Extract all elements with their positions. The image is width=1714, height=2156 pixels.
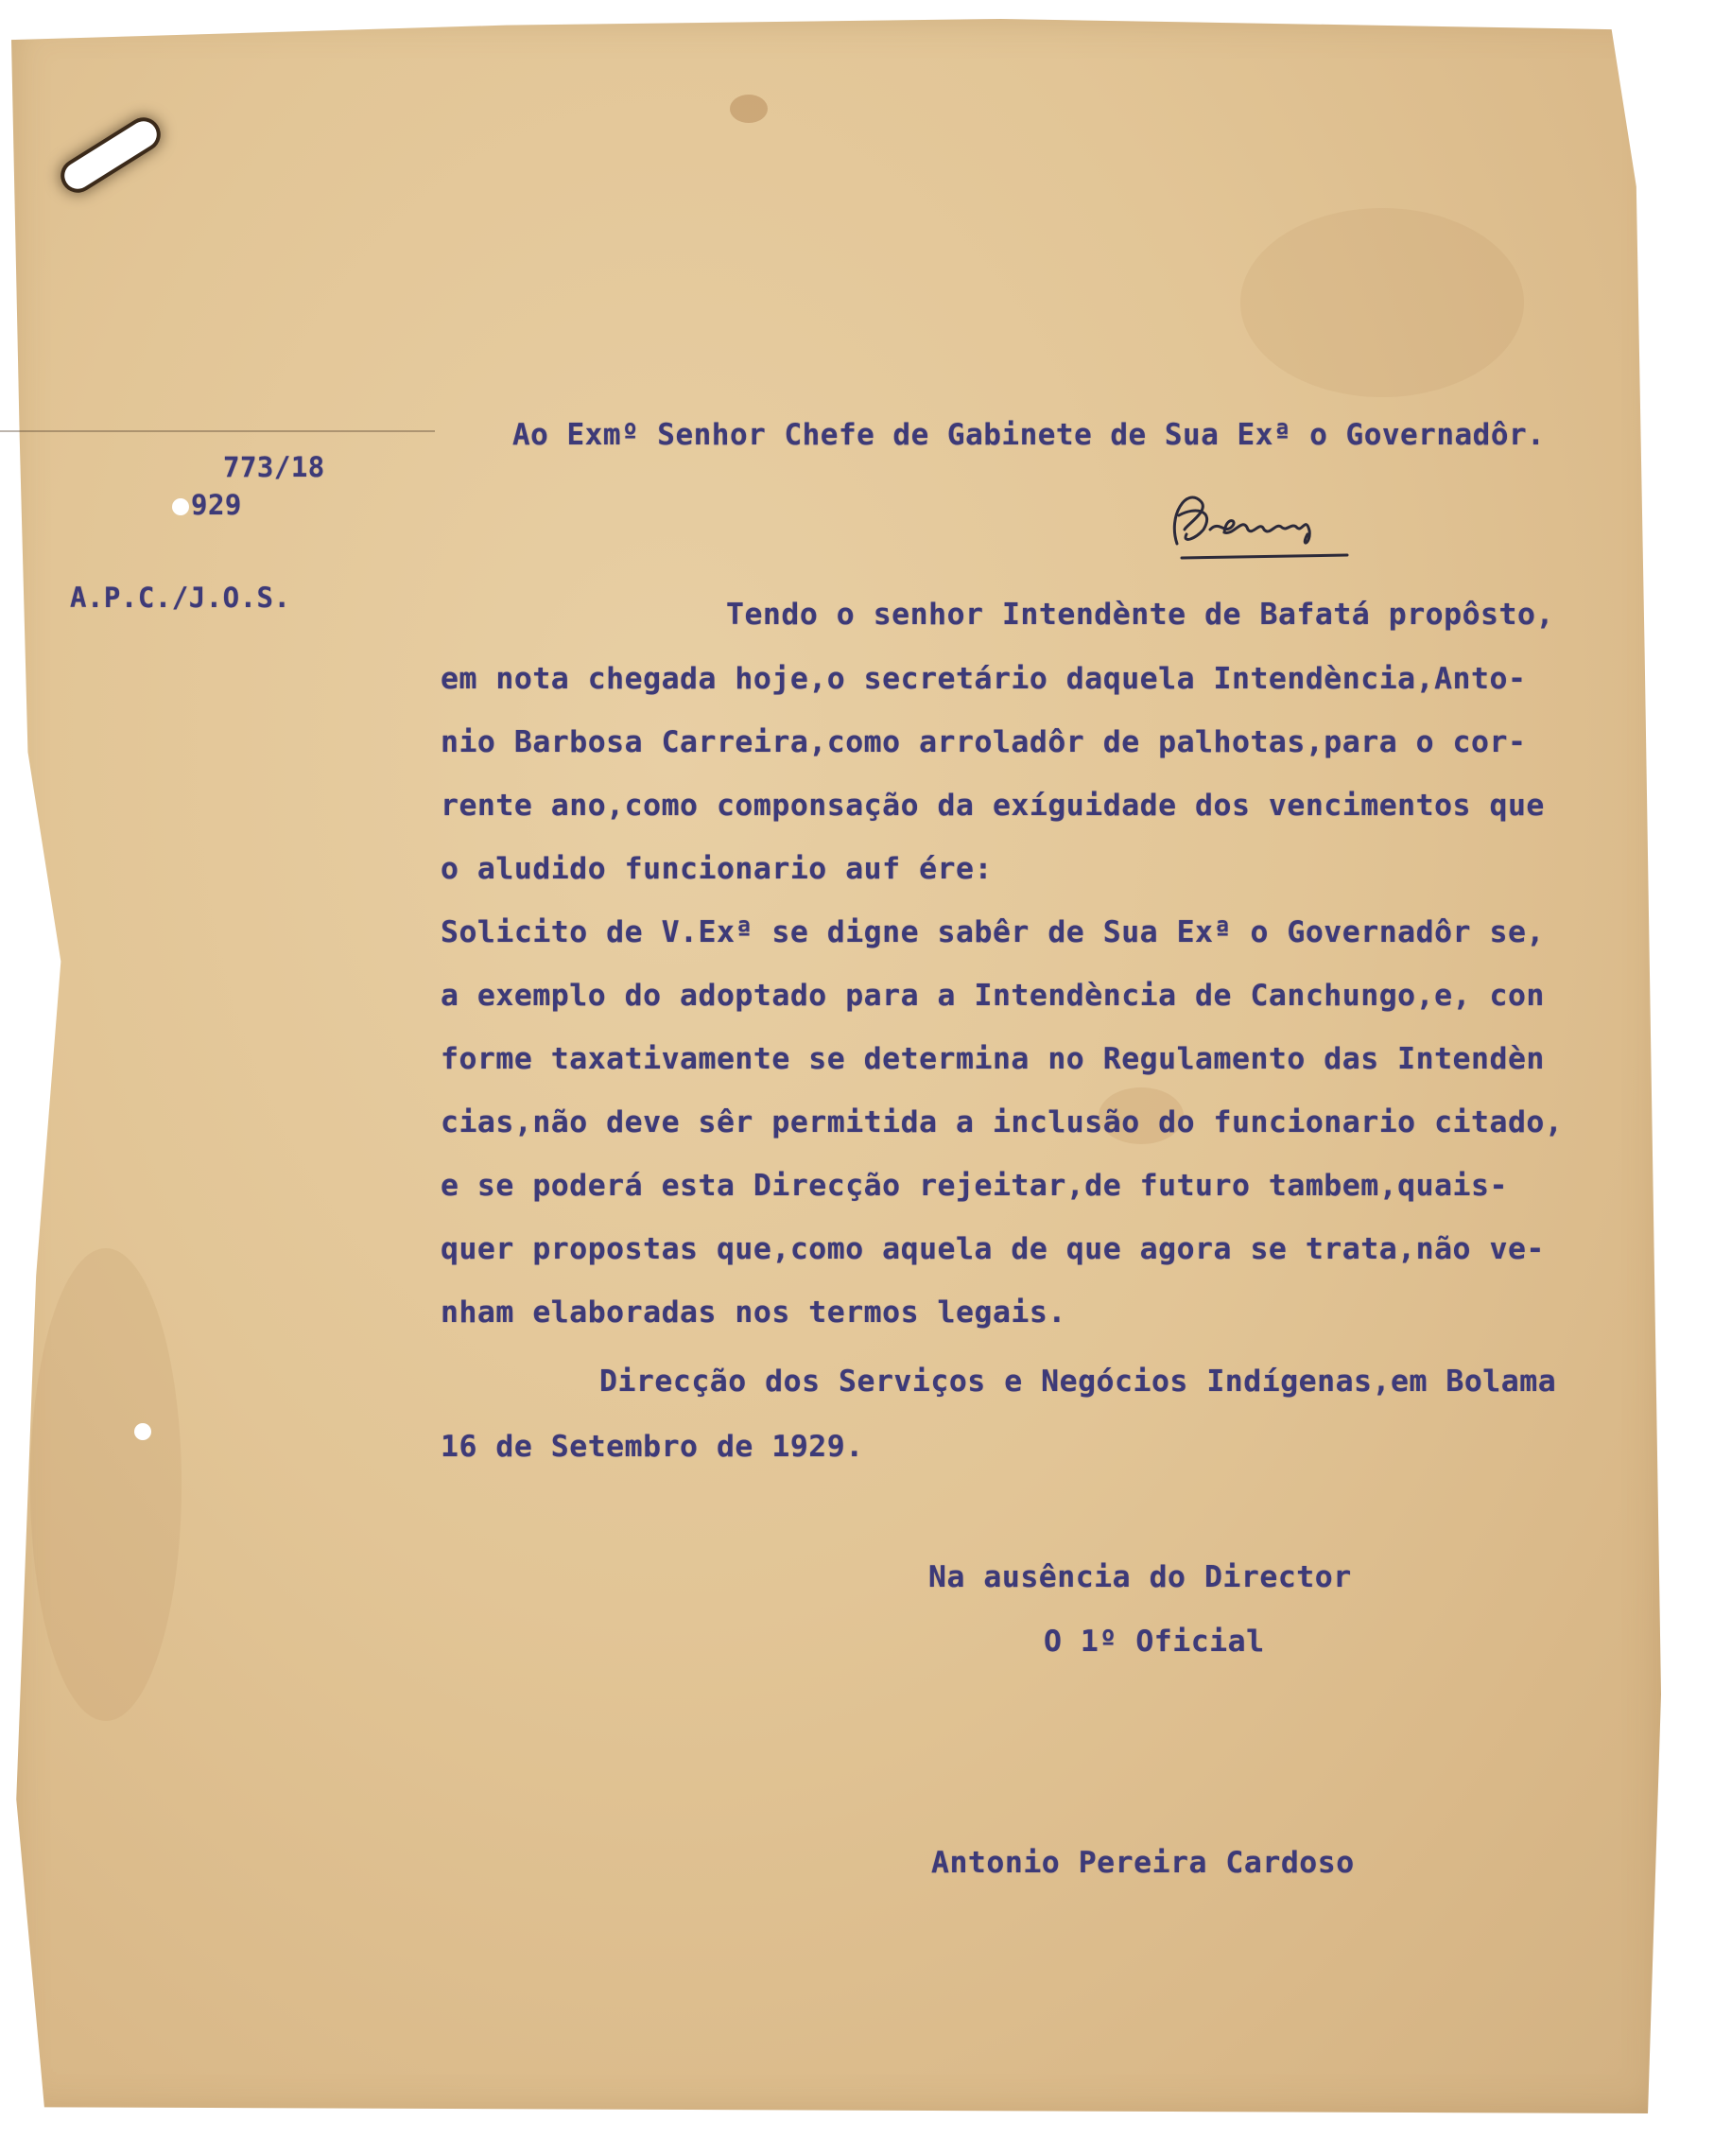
body-line: nio Barbosa Carreira,como arroladôr de palhotas,para o cor- [441,725,1527,759]
reference-initials: A.P.C./J.O.S. [70,582,291,614]
closing-date-line: 16 de Setembro de 1929. [441,1430,864,1464]
addressee-line: Ao Exmº Senhor Chefe de Gabinete de Sua Exª o Governadôr. [512,418,1546,452]
body-line: quer propostas que,como aquela de que agora se trata,não ve- [441,1232,1545,1266]
body-line: a exemplo do adoptado para a Intendència de Canchungo,e, con [441,979,1545,1013]
body-line: rente ano,como componsação da exíguidade dos vencimentos que [441,789,1545,823]
body-line: Solicito de V.Exª se digne sabêr de Sua Exª o Governadôr se, [441,915,1545,949]
body-line: Tendo o senhor Intendènte de Bafatá propôsto, [726,598,1554,632]
body-line: em nota chegada hoje,o secretário daquela Intendència,Anto- [441,662,1527,696]
signature-line-2: O 1º Oficial [1044,1625,1265,1659]
signature-line-1: Na ausência do Director [928,1560,1352,1594]
reference-number: 773/18 [223,451,325,483]
paper-stain [30,1248,182,1721]
closing-place-line: Direcção dos Serviços e Negócios Indígenas,em Bolama [599,1365,1557,1399]
reference-year-text: 929 [191,489,242,521]
body-line: nham elaboradas nos termos legais. [441,1295,1066,1330]
paper-stain [730,95,768,123]
body-line: cias,não deve sêr permitida a inclusão do funcionario citado, [441,1105,1564,1139]
paper-stain [1240,208,1524,397]
fold-line [0,430,435,432]
body-line: o aludido funcionario auf ére: [441,852,993,886]
reference-year [172,489,242,521]
body-line: forme taxativamente se determina no Regulamento das Intendèn [441,1042,1545,1076]
bolama-handwritten-note [1158,478,1361,567]
paper-hole-small [134,1423,151,1440]
signer-name: Antonio Pereira Cardoso [931,1846,1355,1880]
body-line: e se poderá esta Direcção rejeitar,de futuro tambem,quais- [441,1169,1508,1203]
reference-year-mark [172,498,189,515]
